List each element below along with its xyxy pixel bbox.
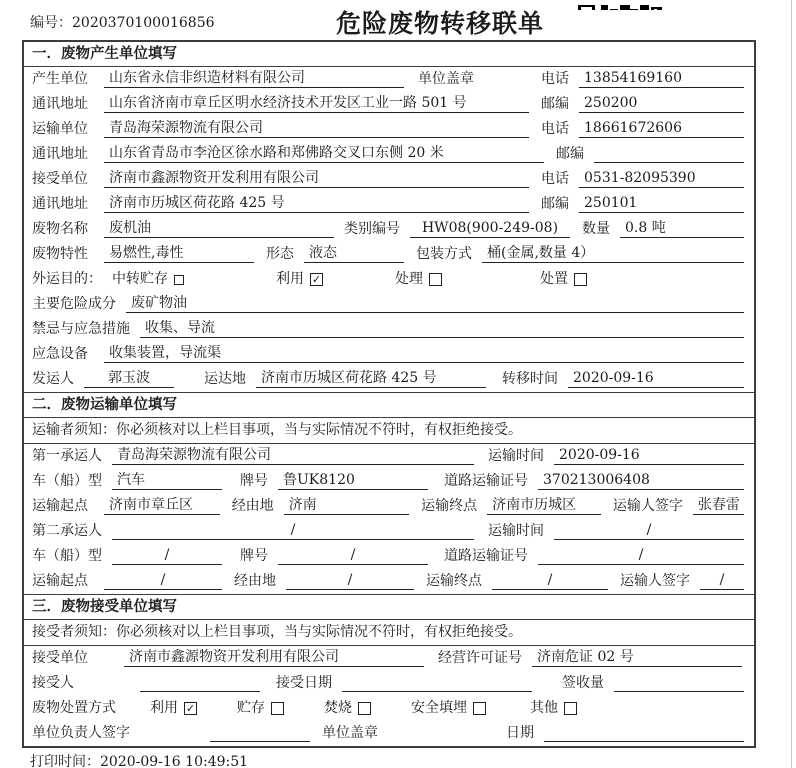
waste-character-label: 废物特性 — [32, 246, 88, 262]
row-emergency-equipment — [24, 342, 754, 367]
row-dispatch — [24, 367, 754, 392]
producer-zip-label: 邮编 — [541, 96, 569, 112]
purpose-option-use — [276, 271, 323, 288]
license-value: 济南危证 02 号 — [532, 649, 742, 667]
receive-person-label: 接受人 — [32, 675, 74, 691]
receive-unit-value: 济南市鑫源物资开发利用有限公司 — [124, 649, 424, 667]
section-producer — [24, 42, 754, 392]
row-signoff — [24, 721, 754, 746]
route2-from-value: / — [104, 572, 222, 590]
row-route1 — [24, 494, 754, 519]
disposal-landfill-label: 安全填埋 — [411, 700, 467, 716]
vehicle2-road-label: 道路运输证号 — [444, 548, 528, 564]
receipt-qty-label: 签收量 — [562, 675, 604, 691]
receive-date-label: 接受日期 — [276, 675, 332, 691]
receiver-zip-label: 邮编 — [541, 196, 569, 212]
transporter-address-value: 山东省青岛市李沧区徐水路和郑佛路交叉口东侧 20 米 — [104, 145, 544, 163]
route2-via-value: / — [286, 572, 414, 590]
responsible-sign-label: 单位负责人签字 — [32, 725, 130, 741]
receiver-phone-value: 0531-82095390 — [579, 170, 744, 188]
producer-address-label: 通讯地址 — [32, 96, 88, 112]
receive-unit-label: 接受单位 — [32, 650, 88, 666]
transfer-time-label: 转移时间 — [502, 371, 558, 387]
disposal-option-burn — [324, 700, 371, 717]
receiver-address-value: 济南市历城区荷花路 425 号 — [104, 195, 529, 213]
doc-number — [30, 12, 215, 32]
transporter-phone-value: 18661672606 — [579, 120, 744, 138]
hazard-component-label: 主要危险成分 — [32, 296, 116, 312]
disposal-burn-label: 焚烧 — [324, 700, 352, 716]
section-transporter-title: 二．废物运输单位填写 — [24, 393, 754, 418]
license-label: 经营许可证号 — [438, 650, 522, 666]
destination-label: 运达地 — [204, 371, 246, 387]
route1-via-label: 经由地 — [231, 498, 274, 514]
route1-via-value: 济南 — [284, 497, 409, 515]
qr-code-fragment — [578, 0, 662, 10]
carrier1-label: 第一承运人 — [32, 448, 102, 464]
row-transfer-purpose — [24, 267, 754, 292]
disposal-other-label: 其他 — [530, 700, 558, 716]
row-waste-character — [24, 242, 754, 267]
disposal-burn-checkbox — [358, 702, 371, 715]
producer-phone-value: 13854169160 — [579, 70, 744, 88]
route2-from-label: 运输起点 — [32, 573, 88, 589]
row-receive-unit — [24, 646, 754, 671]
disposal-store-label: 贮存 — [237, 700, 265, 716]
waste-code-label: 类别编号 — [344, 221, 400, 237]
row-transporter-address — [24, 142, 754, 167]
row-transporter-unit — [24, 117, 754, 142]
row-waste-name — [24, 217, 754, 242]
vehicle2-plate-value: / — [278, 547, 428, 565]
row-producer-unit — [24, 67, 754, 92]
row-carrier1 — [24, 444, 754, 469]
transfer-purpose-label: 外运目的： — [32, 271, 102, 287]
vehicle1-plate-label: 牌号 — [240, 473, 268, 489]
producer-unit-label: 产生单位 — [32, 71, 88, 87]
purpose-transfer-storage-checkbox — [174, 275, 184, 285]
emergency-measures-label: 禁忌与应急措施 — [32, 321, 130, 337]
row-receive-person — [24, 671, 754, 696]
disposal-option-use — [150, 700, 197, 717]
unit-seal2-label: 单位盖章 — [322, 725, 378, 741]
route1-from-value: 济南市章丘区 — [104, 497, 220, 515]
waste-pack-label: 包装方式 — [416, 246, 472, 262]
disposal-use-checkbox: ✓ — [185, 702, 196, 715]
purpose-dispose-checkbox — [574, 273, 587, 286]
transporter-address-label: 通讯地址 — [32, 146, 88, 162]
print-time-label: 打印时间： — [30, 754, 100, 768]
page-edge-line — [791, 0, 792, 768]
doc-number-label: 编号： — [30, 15, 72, 31]
print-time-value: 2020-09-16 10:49:51 — [100, 754, 249, 768]
carrier1-time-value: 2020-09-16 — [554, 447, 744, 465]
row-receiver-unit — [24, 167, 754, 192]
carrier2-time-value: / — [554, 522, 744, 540]
emergency-measures-value: 收集、导流 — [140, 320, 744, 338]
disposal-other-checkbox — [564, 702, 577, 715]
purpose-dispose-label: 处置 — [540, 271, 568, 287]
carrier2-label: 第二承运人 — [32, 523, 102, 539]
producer-zip-value: 250200 — [579, 95, 744, 113]
receive-date-value — [342, 675, 532, 692]
disposal-method-label: 废物处置方式 — [32, 700, 116, 716]
purpose-option-treat — [395, 271, 442, 288]
waste-qty-value: 0.8 吨 — [620, 220, 744, 238]
disposal-landfill-checkbox — [473, 702, 486, 715]
vehicle2-type-value: / — [112, 547, 222, 565]
manifest-form-table — [22, 40, 756, 748]
row-emergency-measures — [24, 317, 754, 342]
vehicle1-road-value: 370213006408 — [538, 472, 744, 490]
unit-seal-label: 单位盖章 — [418, 71, 474, 87]
route2-via-label: 经由地 — [234, 573, 276, 589]
transporter-zip-value — [594, 146, 744, 163]
vehicle2-plate-label: 牌号 — [240, 548, 268, 564]
waste-code-value: HW08(900-249-08) — [410, 220, 570, 238]
section-producer-title: 一．废物产生单位填写 — [24, 42, 754, 67]
transfer-time-value: 2020-09-16 — [568, 370, 744, 388]
row-disposal-method — [24, 696, 754, 721]
receive-person-value — [140, 675, 260, 692]
route1-to-value: 济南市历城区 — [487, 497, 601, 515]
disposal-use-label: 利用 — [150, 700, 178, 716]
producer-phone-label: 电话 — [541, 71, 569, 87]
responsible-sign-value — [210, 725, 310, 742]
vehicle2-type-label: 车（船）型 — [32, 548, 102, 564]
print-time — [30, 751, 248, 768]
transporter-zip-label: 邮编 — [556, 146, 584, 162]
route1-sign-label: 运输人签字 — [612, 498, 683, 514]
receiver-unit-value: 济南市鑫源物资开发利用有限公司 — [104, 170, 529, 188]
receiver-zip-value: 250101 — [579, 195, 744, 213]
hazard-component-value: 废矿物油 — [126, 295, 744, 313]
purpose-use-checkbox: ✓ — [311, 273, 322, 286]
waste-form-value: 液态 — [304, 245, 404, 263]
purpose-treat-label: 处理 — [395, 271, 423, 287]
disposal-option-other — [530, 700, 577, 717]
route1-to-label: 运输终点 — [421, 498, 478, 514]
receipt-qty-value — [614, 675, 744, 692]
waste-form-label: 形态 — [266, 246, 294, 262]
section-receiver-title: 三．废物接受单位填写 — [24, 595, 754, 620]
vehicle1-plate-value: 鲁UK8120 — [278, 472, 428, 490]
section-transporter — [24, 392, 754, 594]
row-route2 — [24, 569, 754, 594]
waste-character-value: 易燃性,毒性 — [104, 245, 254, 263]
waste-name-label: 废物名称 — [32, 221, 88, 237]
signoff-date-label: 日期 — [506, 725, 534, 741]
purpose-transfer-storage-label: 中转贮存 — [112, 271, 168, 287]
row-vehicle2 — [24, 544, 754, 569]
transporter-phone-label: 电话 — [541, 121, 569, 137]
waste-qty-label: 数量 — [582, 221, 610, 237]
disposal-option-store — [237, 700, 284, 717]
row-carrier2 — [24, 519, 754, 544]
transporter-unit-label: 运输单位 — [32, 121, 88, 137]
carrier1-time-label: 运输时间 — [488, 448, 544, 464]
route2-to-label: 运输终点 — [426, 573, 482, 589]
vehicle2-road-value: / — [538, 547, 744, 565]
row-vehicle1 — [24, 469, 754, 494]
emergency-equipment-label: 应急设备 — [32, 346, 88, 362]
row-hazard-component — [24, 292, 754, 317]
disposal-option-landfill — [411, 700, 486, 717]
route2-sign-label: 运输人签字 — [620, 573, 690, 589]
emergency-equipment-value: 收集装置，导流渠 — [104, 345, 744, 363]
destination-value: 济南市历城区荷花路 425 号 — [256, 370, 486, 388]
waste-pack-value: 桶(金属,数量 4） — [482, 245, 744, 263]
route1-from-label: 运输起点 — [32, 498, 88, 514]
dispatcher-value: 郭玉波 — [84, 370, 174, 388]
transporter-unit-value: 青岛海荣源物流有限公司 — [104, 120, 529, 138]
purpose-option-transfer-storage — [112, 271, 184, 288]
producer-unit-value: 山东省永信非织造材料有限公司 — [104, 70, 404, 88]
carrier2-time-label: 运输时间 — [488, 523, 544, 539]
transporter-notice: 运输者须知：你必须核对以上栏目事项，当与实际情况不符时，有权拒绝接受。 — [24, 418, 754, 444]
section-receiver — [24, 594, 754, 746]
receiver-notice: 接受者须知：你必须核对以上栏目事项，当与实际情况不符时，有权拒绝接受。 — [24, 620, 754, 646]
purpose-treat-checkbox — [429, 273, 442, 286]
receiver-address-label: 通讯地址 — [32, 196, 88, 212]
receiver-phone-label: 电话 — [541, 171, 569, 187]
doc-number-value: 2020370100016856 — [72, 15, 215, 31]
carrier1-value: 青岛海荣源物流有限公司 — [112, 447, 474, 465]
purpose-use-label: 利用 — [276, 271, 304, 287]
row-receiver-address — [24, 192, 754, 217]
vehicle1-type-label: 车（船）型 — [32, 473, 102, 489]
vehicle1-type-value: 汽车 — [112, 472, 222, 490]
vehicle1-road-label: 道路运输证号 — [444, 473, 528, 489]
receiver-unit-label: 接受单位 — [32, 171, 88, 187]
signoff-date-value — [544, 725, 744, 742]
route1-sign-value: 张春雷 — [693, 497, 744, 515]
disposal-store-checkbox — [271, 702, 284, 715]
producer-address-value: 山东省济南市章丘区明水经济技术开发区工业一路 501 号 — [104, 95, 529, 113]
waste-name-value: 废机油 — [104, 220, 334, 238]
purpose-option-dispose — [540, 271, 587, 288]
dispatcher-label: 发运人 — [32, 371, 74, 387]
route2-to-value: / — [492, 572, 608, 590]
row-producer-address — [24, 92, 754, 117]
doc-title: 危险废物转移联单 — [336, 9, 545, 38]
route2-sign-value: / — [700, 572, 744, 590]
carrier2-value: / — [112, 522, 474, 540]
